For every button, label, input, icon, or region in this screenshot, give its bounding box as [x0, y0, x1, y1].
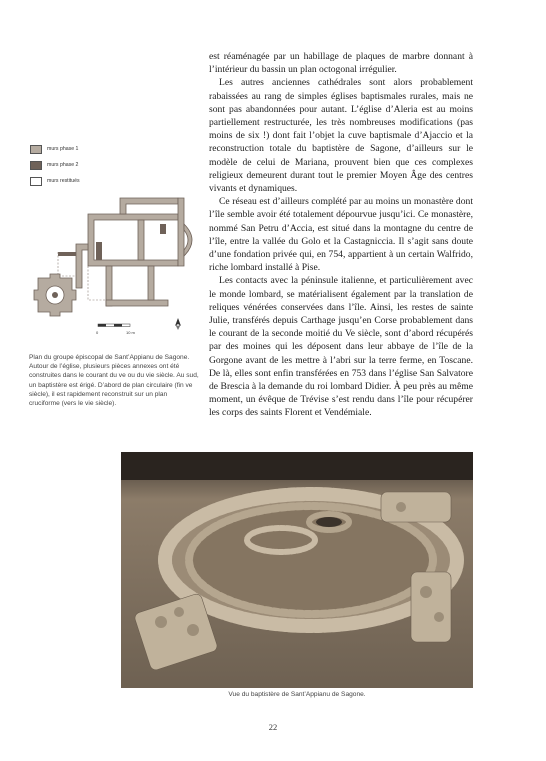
paragraph: Ce réseau est d’ailleurs complété par au moins un monastère dont l’île semble avoir été totalement dépourvue jusqu’ici. Ce monastère, nommé San Petru d’Accia, est situé dans la montagne du centre de l’île, entre la vallée du Golo et la Castagniccia. Il s’agit sans doute d’une fondation privée qui, en 754, appartient à un certain Walfrido, riche lombard installé à Pise. [209, 196, 473, 274]
legend-item-restored [30, 173, 110, 189]
legend-swatch-restored [30, 177, 42, 186]
legend-swatch-phase1 [30, 145, 42, 154]
legend-label: murs phase 2 [47, 162, 79, 168]
legend-swatch-phase2 [30, 161, 42, 170]
photo-caption: Vue du baptistère de Sant’Appianu de Sagone. [228, 691, 366, 698]
body-text [209, 50, 473, 420]
scale-start-label: 0 [96, 330, 99, 335]
scale-bar [96, 324, 136, 335]
plan-legend [30, 141, 110, 189]
page-number: 22 [268, 722, 278, 732]
baptistery-photo [121, 452, 473, 688]
plan-caption: Plan du groupe épiscopal de Sant’Appianu de Sagone. Autour de l’église, plusieurs pièces annexes ont été construites dans le courant du ve ou du vie siècle. Au sud, un baptistère est érigé. D’abord de plan circulaire (fin ve siècle), il est rapidement reconstruit sur un plan cruciforme (vers le vie siècle). [29, 354, 199, 408]
legend-label: murs restitués [47, 178, 80, 184]
paragraph: Les contacts avec la péninsule italienne, et particulièrement avec le monde lombard, se matérialisent également par la translation de reliques vénérées conservées dans l’île. Ainsi, les restes de sainte Julie, transférés depuis Carthage jusqu’en Corse probablement dans le courant de la seconde moitié du Ve siècle, sont d’abord récupérés par des moines qui les déposent dans leur abbaye de l’île de la Gorgone avant de les mettre à l’abri sur la terre ferme, en Toscane. De là, elles sont enfin transférées en 753 dans l’église San Salvatore de Brescia à la demande du roi lombard Didier. À peu près au même moment, un évêque de Trévise s’est rendu dans l’île pour récupérer les corps des saints Florent et Vendémiale. [209, 275, 473, 419]
legend-item-phase2 [30, 157, 110, 173]
episcopal-group-plan [28, 196, 198, 338]
north-arrow-icon [175, 318, 181, 330]
scale-end-label: 10 m [126, 330, 135, 335]
legend-item-phase1 [30, 141, 110, 157]
paragraph: Les autres anciennes cathédrales sont alors probablement rabaissées au rang de simples églises baptismales rurales, mais ne sont pas abandonnées pour autant. L’église d’Aleria est au moins partiellement restructurée, les très nombreuses modifications (pas moins de six !) dont fait l’objet la cuve baptismale d’Ajaccio et la reconstruction totale du baptistère de Sagone, d’ailleurs sur le modèle de celui de Mariana, prouvent bien que ces complexes religieux demeurent durant tout le premier Moyen Âge des centres vivants et dynamiques. [209, 77, 473, 195]
paragraph: est réaménagée par un habillage de plaques de marbre donnant à l’intérieur du bassin un plan octogonal irrégulier. [209, 51, 473, 76]
legend-label: murs phase 1 [47, 146, 79, 152]
